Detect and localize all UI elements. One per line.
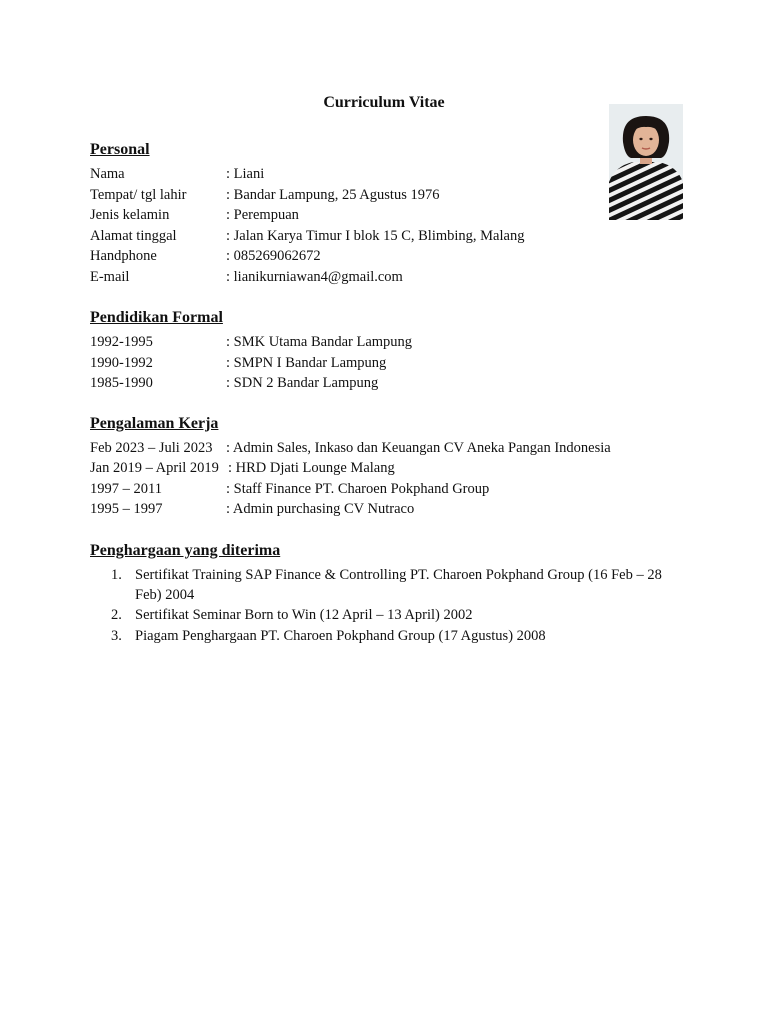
row-value: : Staff Finance PT. Charoen Pokphand Group [226,480,490,497]
row-value: : Bandar Lampung, 25 Agustus 1976 [226,186,440,203]
list-text: Sertifikat Training SAP Finance & Controlling PT. Charoen Pokphand Group (16 Feb – 28 Feb) 2004 [135,567,662,603]
row-label: Tempat/ tgl lahir [90,186,187,203]
list-text: Sertifikat Seminar Born to Win (12 April – 13 April) 2002 [135,607,473,623]
row-label: E-mail [90,268,130,285]
section-heading-awards: Penghargaan yang diterima [90,542,281,559]
row-label: Jenis kelamin [90,207,170,223]
row-label: Handphone [90,248,157,264]
row-label: 1990-1992 [90,354,153,371]
row-label: 1985-1990 [90,375,153,391]
section-heading-personal: Personal [90,141,150,158]
row-value: : 085269062672 [226,248,321,264]
person-photo-icon [609,104,683,220]
row-label: 1997 – 2011 [90,480,162,497]
list-text: Piagam Penghargaan PT. Charoen Pokphand Group (17 Agustus) 2008 [135,627,546,644]
row-value: : Admin Sales, Inkaso dan Keuangan CV Aneka Pangan Indonesia [226,439,611,456]
row-label: Alamat tinggal [90,227,177,244]
row-label: Nama [90,166,125,182]
profile-photo [609,104,683,220]
row-label: Jan 2019 – April 2019 [90,460,219,476]
list-number: 1. [111,567,122,583]
row-value: : SDN 2 Bandar Lampung [226,375,379,391]
document-title: Curriculum Vitae [323,94,445,111]
row-value: : SMK Utama Bandar Lampung [226,334,413,350]
row-value: : HRD Djati Lounge Malang [228,460,395,476]
list-number: 3. [111,627,122,644]
row-value: : Admin purchasing CV Nutraco [226,501,415,517]
section-heading-experience: Pengalaman Kerja [90,415,219,432]
row-value: : Jalan Karya Timur I blok 15 C, Blimbing, Malang [226,227,525,244]
row-value: : Liani [226,166,265,182]
list-number: 2. [111,607,122,623]
row-label: 1995 – 1997 [90,501,163,517]
row-label: 1992-1995 [90,334,153,350]
row-value: : Perempuan [226,207,299,223]
row-value: : SMPN I Bandar Lampung [226,354,387,371]
row-label: Feb 2023 – Juli 2023 [90,439,213,456]
section-heading-education: Pendidikan Formal [90,309,223,326]
row-value: : lianikurniawan4@gmail.com [226,268,403,285]
